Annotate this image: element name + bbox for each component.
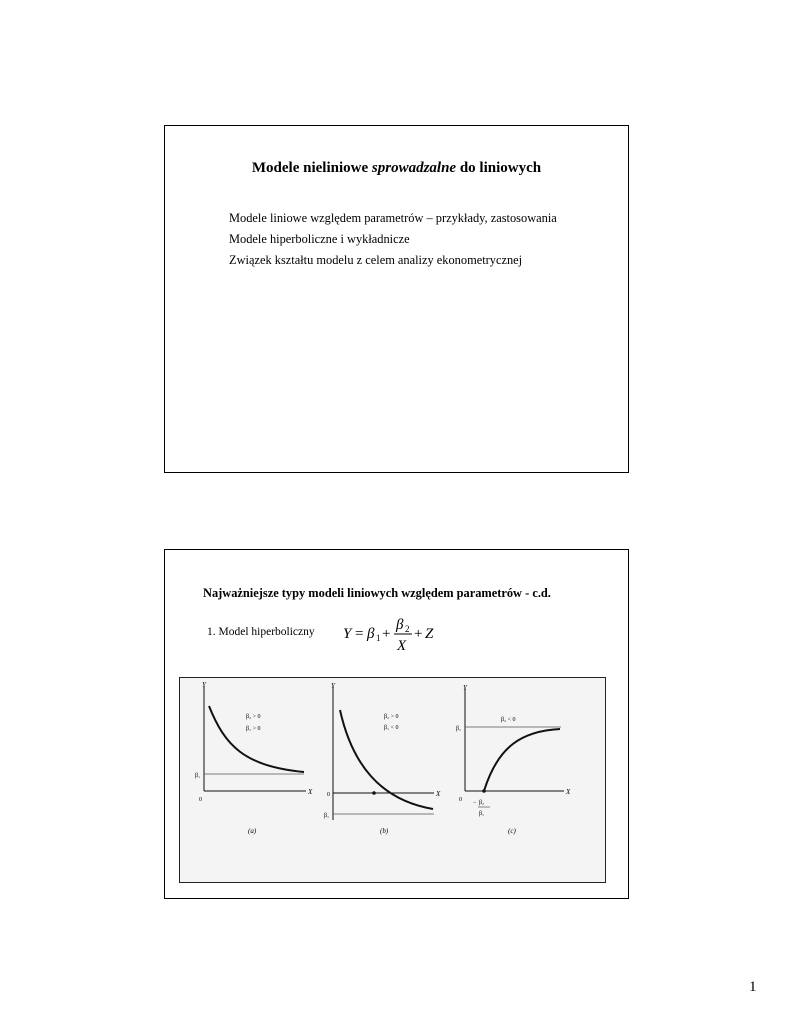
- model-label: 1. Model hiperboliczny: [207, 626, 315, 638]
- condition-beta2: β₂ < 0: [501, 717, 516, 723]
- root-denominator: β₁: [479, 811, 485, 817]
- formula-equals: =: [355, 626, 364, 642]
- x-label: X: [566, 788, 571, 796]
- slide-1: [164, 125, 629, 473]
- caption-a: (a): [248, 827, 257, 835]
- topic-list: [229, 208, 557, 271]
- x-intercept-point: [372, 791, 376, 795]
- panel-b: [324, 682, 441, 835]
- slide-2-title: Najważniejsze typy modeli liniowych względem parametrów - c.d.: [203, 586, 551, 600]
- formula-y: Y: [343, 626, 352, 642]
- slide-2: [164, 549, 629, 899]
- caption-c: (c): [508, 827, 516, 835]
- formula-x: X: [397, 638, 407, 654]
- topic-item: Związek kształtu modelu z celem analizy ekonometrycznej: [229, 253, 523, 267]
- origin-label: 0: [199, 797, 202, 803]
- asymptote-label: β₁: [456, 726, 462, 732]
- asymptote-label: β₁: [324, 813, 330, 819]
- slide-1-title: [165, 160, 628, 177]
- x-label: X: [436, 790, 441, 798]
- title-italic: sprowadzalne: [371, 160, 457, 176]
- topic-item: Modele hiperboliczne i wykładnicze: [229, 232, 410, 246]
- formula-z: Z: [425, 626, 434, 642]
- x-intercept-point: [482, 789, 486, 793]
- title-part-2: do liniowych: [456, 160, 542, 176]
- hyperbola-panels: [180, 678, 605, 882]
- condition-beta1: β₁ > 0: [246, 726, 261, 732]
- page-number: 1: [749, 979, 757, 995]
- asymptote-label: β₁: [195, 773, 201, 779]
- origin-label: 0: [327, 792, 330, 798]
- x-label: X: [308, 788, 313, 796]
- formula-beta2-sub: 2: [405, 624, 410, 634]
- panel-a: [195, 681, 313, 835]
- formula-plus-1: +: [382, 626, 391, 642]
- y-label: Y: [202, 681, 206, 689]
- y-label: Y: [463, 684, 467, 692]
- formula-beta1-sub: 1: [376, 633, 381, 643]
- title-part-1: Modele nieliniowe: [251, 160, 372, 176]
- hyperbolic-formula: [341, 614, 441, 654]
- condition-beta2: β₂ > 0: [384, 714, 399, 720]
- root-sign: −: [473, 800, 477, 806]
- formula-beta1: β: [367, 626, 375, 642]
- topic-item: Modele liniowe względem parametrów – przykłady, zastosowania: [229, 211, 557, 225]
- origin-label: 0: [459, 797, 462, 803]
- condition-beta2: β₂ > 0: [246, 714, 261, 720]
- hyperbola-figure: [179, 677, 606, 883]
- caption-b: (b): [380, 827, 389, 835]
- y-label: Y: [331, 682, 335, 690]
- curve-c: [484, 729, 560, 791]
- condition-beta1: β₁ < 0: [384, 725, 399, 731]
- formula-plus-2: +: [414, 626, 423, 642]
- root-numerator: β₂: [479, 800, 485, 806]
- panel-c: [456, 684, 571, 835]
- formula-beta2: β: [396, 617, 404, 633]
